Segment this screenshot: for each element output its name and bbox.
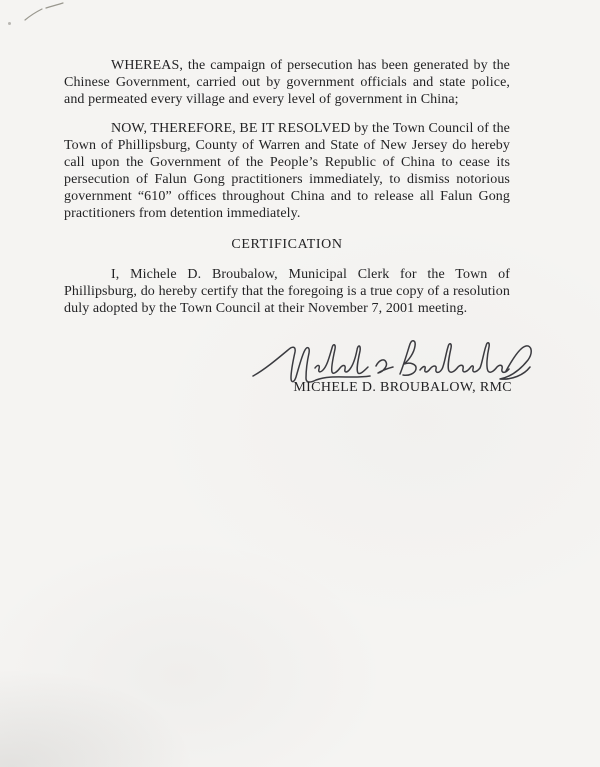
pen-mark-artifact bbox=[22, 1, 66, 25]
typed-signature-name: MICHELE D. BROUBALOW, RMC bbox=[293, 380, 512, 395]
document-body bbox=[64, 57, 510, 329]
paragraph-resolved: NOW, THEREFORE, BE IT RESOLVED by the Town Council of the Town of Phillipsburg, County of Warren and State of New Jersey do hereby call upon the Government of the People’s Republic of China to cease its persecution of Falun Gong practitioners immediately, to dismiss notorious government “610” offices throughout China and to release all Falun Gong practitioners from detention immediately. bbox=[64, 121, 510, 221]
paragraph-certify: I, Michele D. Broubalow, Municipal Clerk for the Town of Phillipsburg, do hereby certify that the foregoing is a true copy of a resolution duly adopted by the Town Council at their November 7, 2001 meeting. bbox=[64, 267, 510, 316]
certification-heading: CERTIFICATION bbox=[231, 237, 343, 252]
paragraph-whereas: WHEREAS, the campaign of persecution has been generated by the Chinese Government, carried out by government officials and state police, and permeated every village and every level of government in China; bbox=[64, 58, 510, 107]
scan-speck bbox=[8, 22, 11, 25]
